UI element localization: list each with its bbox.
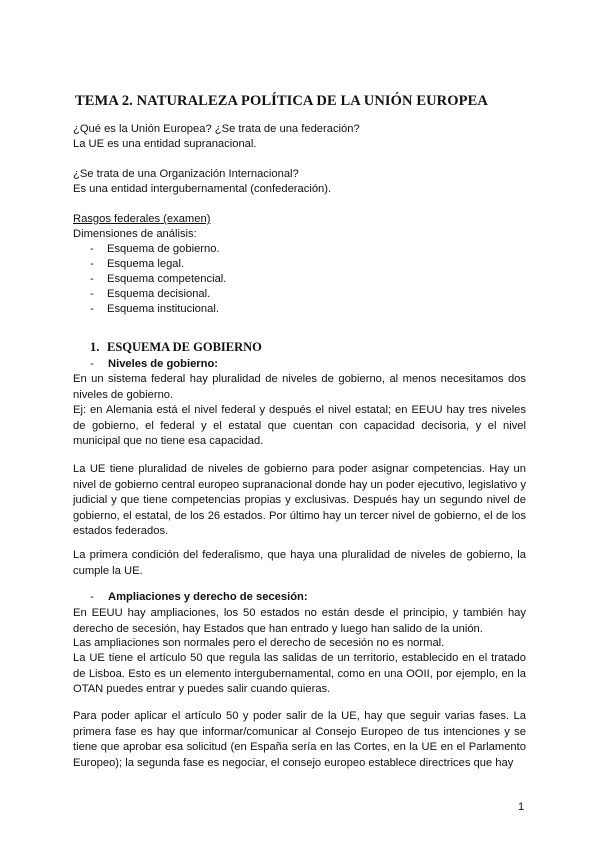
dimensiones-label: Dimensiones de análisis: [73,228,197,240]
document-title: TEMA 2. NATURALEZA POLÍTICA DE LA UNIÓN EUROPEA [75,93,488,109]
section-1-title: ESQUEMA DE GOBIERNO [107,340,262,354]
paragraph: La UE tiene pluralidad de niveles de gobierno para poder asignar competencias. Hay un nivel de gobierno central europeo supranacional donde hay un poder ejecutivo, legislativo y judicial y que tiene competencias propias y exclusivas. Después hay un segundo nivel de gobierno, el estatal, de los 26 estados. Por último hay un tercer nivel de gobierno, el de los estados federados. [73,463,526,537]
page-number: 1 [518,801,525,813]
subheading-ampliaciones-text: Ampliaciones y derecho de secesión: [108,591,308,603]
paragraph: La UE tiene el artículo 50 que regula las salidas de un territorio, establecido en el tratado de Lisboa. Esto es un elemento intergubernamental, como en una OOII, por ejemplo, en la OTAN puedes entrar y puedes salir cuando quieras. [73,652,526,695]
subheading-dash: - [90,358,94,370]
list-dash: - [90,243,94,255]
list-item: Esquema de gobierno. [107,243,220,255]
paragraph: Las ampliaciones son normales pero el derecho de secesión no es normal. [73,637,445,649]
list-item: Esquema decisional. [107,288,211,300]
paragraph: En EEUU hay ampliaciones, los 50 estados no están desde el principio, y también hay derecho de secesión, hay Estados que han entrado y luego han salido de la unión. [73,607,526,635]
section-1-number: 1. [90,340,100,354]
intro-answer-2: Es una entidad intergubernamental (confederación). [73,183,332,195]
paragraph: Ej: en Alemania está el nivel federal y después el nivel estatal; en EEUU hay tres niveles de gobierno, el federal y el estatal que cuentan con capacidad decisoria, y el nivel municipal que no tiene esa capacidad. [73,404,526,447]
intro-question-1: ¿Qué es la Unión Europea? ¿Se trata de una federación? [73,123,360,135]
rasgos-heading: Rasgos federales (examen) [73,213,211,225]
section-1-heading [90,340,262,355]
list-dash: - [90,273,94,285]
paragraph: En un sistema federal hay pluralidad de niveles de gobierno, al menos necesitamos dos niveles de gobierno. [73,373,526,401]
list-dash: - [90,303,94,315]
paragraph: Para poder aplicar el artículo 50 y poder salir de la UE, hay que seguir varias fases. La primera fase es hay que informar/comunicar al Consejo Europeo de tus intenciones y se tiene que aprobar esa solicitud (en España sería en las Cortes, en la UE en el Parlamento Europeo); la segunda fase es negociar, el consejo europeo establece directrices que hay [73,710,526,769]
subheading-ampliaciones [90,590,308,606]
subheading-niveles-text: Niveles de gobierno: [108,358,219,370]
list-item: Esquema institucional. [107,303,219,315]
intro-question-2: ¿Se trata de una Organización Internacional? [73,168,299,180]
list-item: Esquema competencial. [107,273,227,285]
list-dash: - [90,258,94,270]
paragraph: La primera condición del federalismo, que haya una pluralidad de niveles de gobierno, la cumple la UE. [73,549,526,577]
list-dash: - [90,288,94,300]
list-item: Esquema legal. [107,258,185,270]
subheading-niveles [90,357,218,373]
intro-answer-1: La UE es una entidad supranacional. [73,138,257,150]
subheading-dash: - [90,591,94,603]
